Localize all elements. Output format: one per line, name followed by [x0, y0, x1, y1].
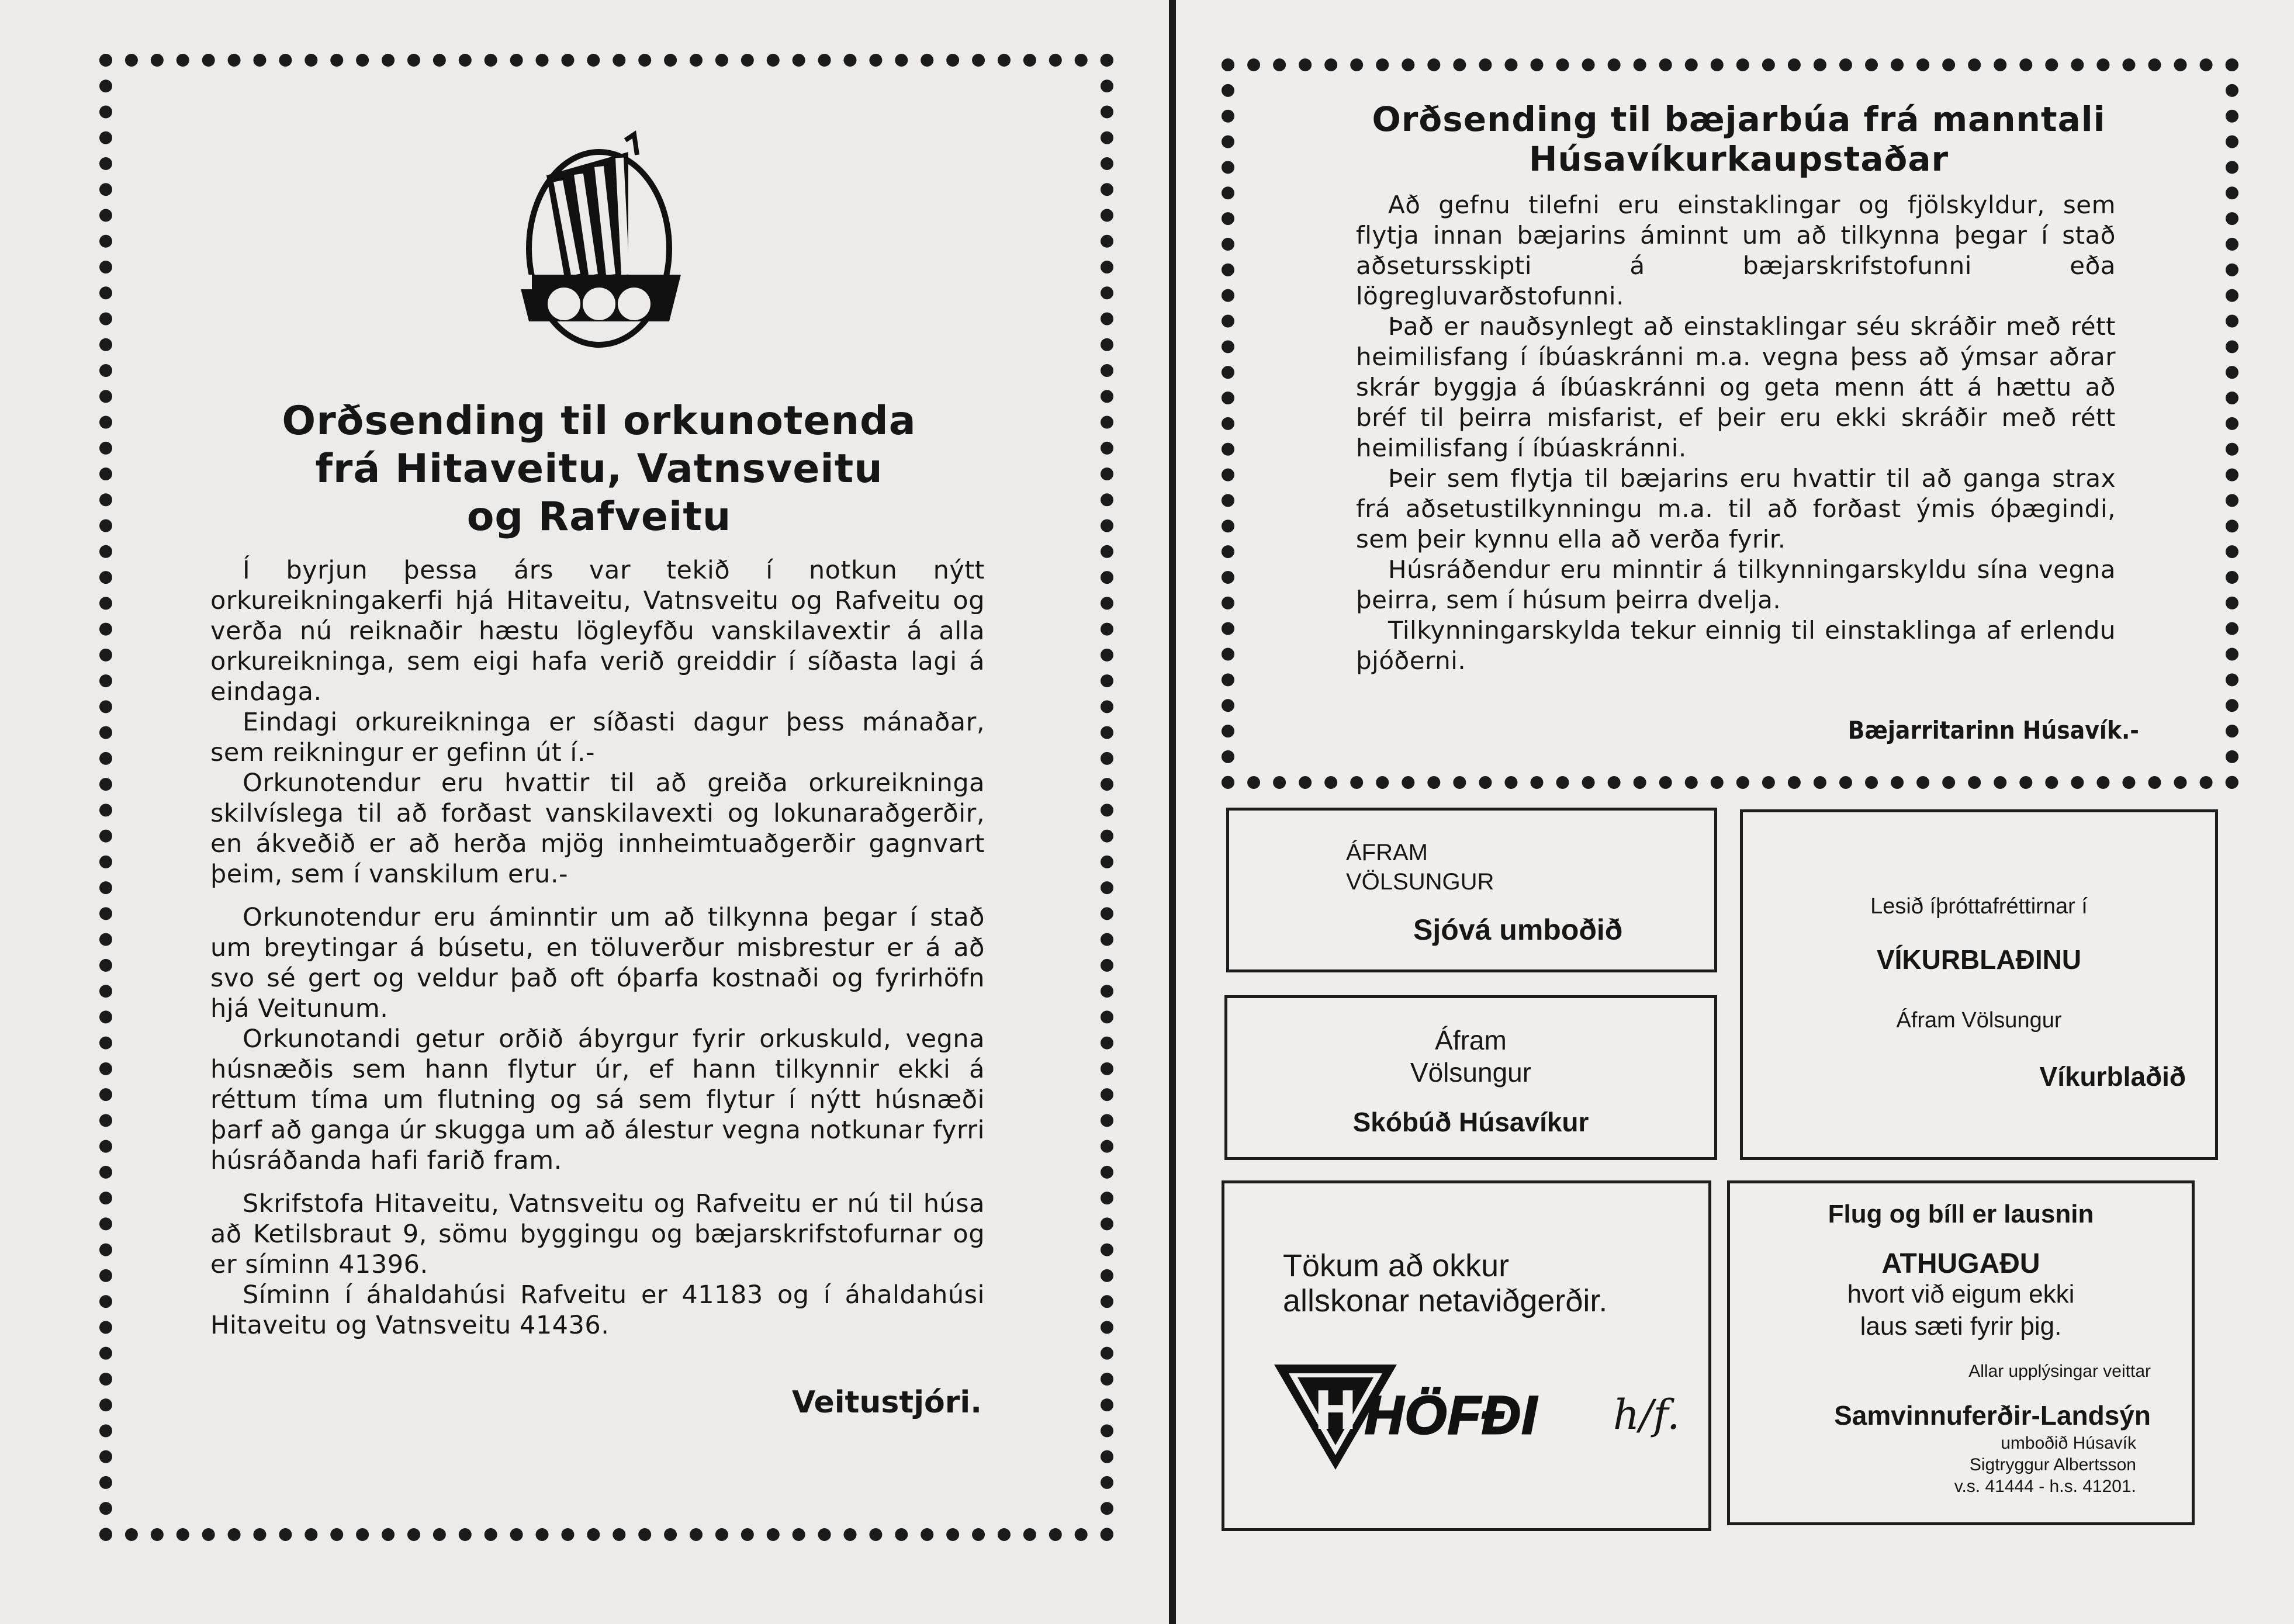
ad-line: ÁFRAM	[1346, 840, 1428, 865]
paragraph: Orkunotandi getur orðið ábyrgur fyrir orkuskuld, vegna húsnæðis sem hann flytur úr, ef hann tilkynnir ekki á réttum tíma um flutning og sá sem flytur í nýtt húsnæði þarf að ganga úr skugga um að álestur vegna notkunar fyrri húsráðanda hafi farið fram.	[210, 1024, 985, 1175]
right-notice-signature: Bæjarritarinn Húsavík.-	[1847, 716, 2139, 745]
paragraph: Að gefnu tilefni eru einstaklingar og fjölskyldur, sem flytja innan bæjarins áminnt um að tilkynna þegar í stað aðsetursskipti á bæjarskrifstofunni eða lögregluvarðstofunni.	[1356, 191, 2116, 310]
heading-line: Orðsending til orkunotenda	[282, 398, 916, 444]
paragraph: Þeir sem flytja til bæjarins eru hvattir til að ganga strax frá aðsetustilkynningu m.a. til að forðast ýmis óþægindi, sem þeir kynnu ella að verða fyrir.	[1356, 464, 2116, 553]
right-notice-body	[1356, 190, 2116, 676]
left-notice-heading	[210, 397, 988, 541]
ad-name: Skóbúð Húsavíkur	[1352, 1107, 1589, 1137]
ad-sub: umboðið Húsavík	[2001, 1433, 2136, 1453]
paragraph: Eindagi orkureikninga er síðasti dagur þess mánaðar, sem reikningur er gefinn út í.-	[210, 708, 985, 767]
ad-line: Áfram	[1435, 1025, 1507, 1055]
ad-line: Lesið íþróttafréttirnar í	[1870, 894, 2088, 919]
ad-skobud	[1224, 995, 1717, 1160]
ad-sjova	[1226, 808, 1717, 972]
hofdi-logo-text: HÖFÐI	[1365, 1386, 1538, 1445]
ad-vikurbladid	[1740, 809, 2218, 1160]
paragraph: Húsráðendur eru minntir á tilkynningarskyldu sína vegna þeirra, sem í húsum þeirra dvelja.	[1356, 555, 2116, 614]
ad-name: Sjóvá umboðið	[1413, 913, 1623, 946]
heading-line: og Rafveitu	[466, 494, 732, 540]
paragraph: Tilkynningarskylda tekur einnig til einstaklinga af erlendu þjóðerni.	[1356, 616, 2116, 675]
ad-line: Tökum að okkur	[1283, 1248, 1510, 1283]
paragraph: Síminn í áhaldahúsi Rafveitu er 41183 og í áhaldahúsi Hitaveitu og Vatnsveitu 41436.	[210, 1280, 985, 1340]
ad-sub: v.s. 41444 - h.s. 41201.	[1954, 1477, 2136, 1496]
ad-line: hvort við eigum ekki	[1847, 1280, 2075, 1308]
ad-name-caps: VÍKURBLAÐINU	[1876, 944, 2082, 975]
ad-info: Allar upplýsingar veittar	[1968, 1362, 2151, 1381]
heading-line: frá Hitaveitu, Vatnsveitu	[315, 446, 883, 492]
paragraph: Orkunotendur eru hvattir til að greiða orkureikninga skilvíslega til að forðast vanskilavexti og lokunaraðgerðir, en ákveðið er að herða mjög innheimtuaðgerðir gagnvart þeim, sem í vanskilum eru.-	[210, 768, 985, 889]
paragraph: Það er nauðsynlegt að einstaklingar séu skráðir með rétt heimilisfang í íbúaskránni m.a. vegna þess að ýmsar aðrar skrár byggja á íbúaskránni og geta menn átt á hættu að bréf til þeirra misfarist, ef þeir eru ekki skráðir með rétt heimilisfang í íbúaskránni.	[1356, 312, 2116, 462]
heading-line: Húsavíkurkaupstaðar	[1528, 139, 1949, 179]
paragraph: Orkunotendur eru áminntir um að tilkynna þegar í stað um breytingar á búsetu, en töluverður misbrestur er á að svo sé gert og veldur það oft óþarfa kostnaði og fyrirhöfn hjá Veitunum.	[210, 903, 985, 1023]
heading-line: Orðsending til bæjarbúa frá manntali	[1372, 99, 2106, 139]
left-notice-signature: Veitustjóri.	[792, 1385, 982, 1420]
ad-attention: ATHUGAÐU	[1881, 1248, 2040, 1279]
ad-name: Víkurblaðið	[2039, 1061, 2186, 1092]
ad-name: Samvinnuferðir-Landsýn	[1834, 1400, 2151, 1431]
hofdi-logo-suffix: h/f.	[1613, 1391, 1680, 1439]
ad-samvinnuferdir	[1727, 1180, 2195, 1525]
hofdi-logo-letter: H	[1313, 1380, 1358, 1442]
left-notice-body	[210, 555, 985, 1341]
paragraph: Í byrjun þessa árs var tekið í notkun nýtt orkureikningakerfi hjá Hitaveitu, Vatnsveitu og Rafveitu og verða nú reiknaðir hæstu lögleyfðu vanskilavextir á alla orkureikninga, sem eigi hafa verið greiddir í síðasta lagi á eindaga.	[210, 556, 985, 707]
ad-line: Völsungur	[1410, 1057, 1532, 1088]
ad-hofdi	[1222, 1180, 1711, 1531]
ad-line: VÖLSUNGUR	[1346, 869, 1494, 895]
paragraph: Skrifstofa Hitaveitu, Vatnsveitu og Rafveitu er nú til húsa að Ketilsbraut 9, sömu byggingu og bæjarskrifstofurnar og er síminn 41396.	[210, 1189, 985, 1279]
ad-sub: Sigtryggur Albertsson	[1969, 1455, 2136, 1474]
viking-ship-logo	[511, 129, 687, 351]
ad-title: Flug og bíll er lausnin	[1828, 1200, 2094, 1228]
ad-line: laus sæti fyrir þig.	[1860, 1312, 2062, 1341]
ad-line: Áfram Völsungur	[1896, 1008, 2062, 1033]
right-notice-heading	[1344, 99, 2133, 179]
ad-line: allskonar netaviðgerðir.	[1283, 1283, 1608, 1318]
